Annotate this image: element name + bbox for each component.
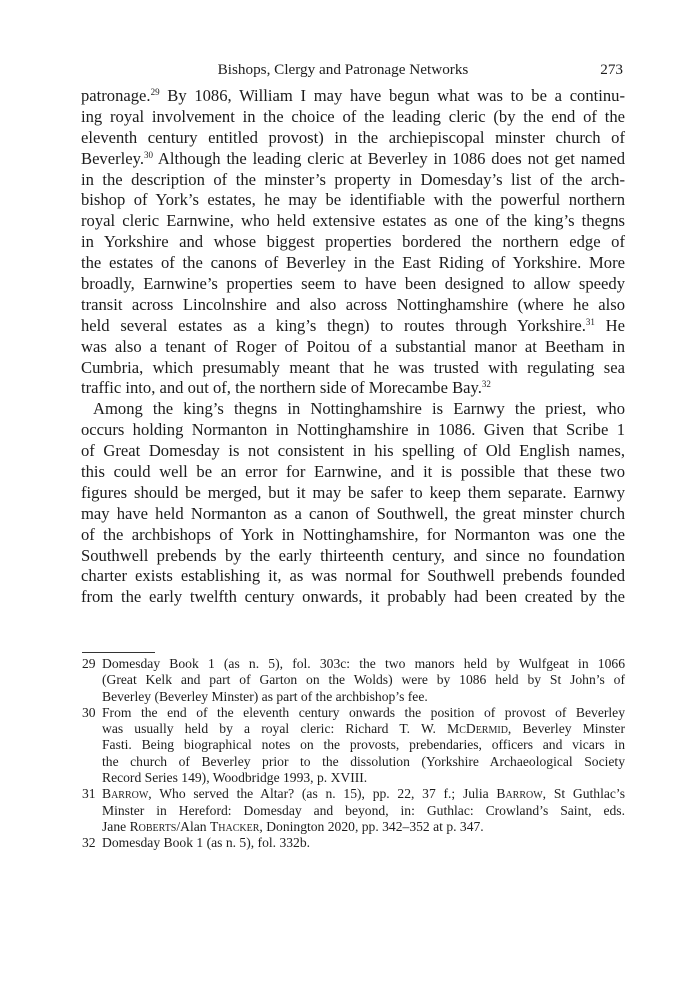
text-segment: traffic into, and out of, the northern side of Morecambe Bay. <box>81 378 482 398</box>
footnotes <box>81 656 625 852</box>
text-line: from the early twelfth century onwards, it probably had been created by the <box>81 587 625 607</box>
footnote-reference[interactable]: 32 <box>481 379 491 390</box>
footnote-line: Record Series 149), Woodbridge 1993, p. XVIII. <box>102 770 368 786</box>
text-line: this could well be an error for Earnwine, and it is possible that these two <box>81 462 625 482</box>
author-surname: McDermid <box>447 721 508 737</box>
footnote <box>81 705 625 786</box>
running-title: Bishops, Clergy and Patronage Networks <box>217 61 469 78</box>
footnote-number: 32 <box>82 835 96 851</box>
author-surname: Thacker <box>209 818 260 834</box>
footnote-line: Domesday Book 1 (as n. 5), fol. 332b. <box>102 835 311 851</box>
text-segment: held several estates as a king’s thegn) to routes through Yorkshire. <box>81 315 586 335</box>
text-line: transit across Lincolnshire and also across Nottinghamshire (where he also <box>81 294 625 314</box>
text-line: Southwell prebends by the early thirteenth century, and since no foundation <box>81 545 625 565</box>
footnote-line: Domesday Book 1 (as n. 5), fol. 303c: the two manors held by Wulfgeat in 1066 <box>102 656 625 671</box>
footnote-line: From the end of the eleventh century onwards the position of provost of Beverley <box>102 704 625 720</box>
running-header <box>81 60 625 80</box>
footnote <box>81 656 625 705</box>
footnote-number: 29 <box>82 656 96 671</box>
footnote-line: was usually held by a royal cleric: Richard T. W. McDermid, Beverley Minster <box>102 721 625 737</box>
author-surname: Barrow <box>496 786 543 802</box>
footnote-line: Beverley (Beverley Minster) as part of the archbishop’s fee. <box>102 688 428 704</box>
footnote-separator <box>82 652 155 653</box>
text-line: bishop of York’s estates, he may be identifiable with the powerful northern <box>81 190 625 210</box>
author-surname: Barrow <box>102 786 149 802</box>
text-line: in the description of the minster’s property in Domesday’s list of the arch- <box>81 169 625 189</box>
text-line: royal cleric Earnwine, who held extensive estates as one of the king’s thegns <box>81 211 625 231</box>
main-text <box>81 86 625 608</box>
footnote-line: Barrow, Who served the Altar? (as n. 15), pp. 22, 37 f.; Julia Barrow, St Guthlac’s <box>102 786 625 802</box>
text-line <box>81 316 625 337</box>
footnote <box>81 786 625 835</box>
footnote-line: Minster in Hereford: Domesday and beyond, in: Guthlac: Crowland’s Saint, eds. <box>102 802 625 818</box>
text-segment: Beverley. <box>81 148 144 168</box>
text-line <box>81 378 625 399</box>
text-line: Among the king’s thegns in Nottinghamshire is Earnwy the priest, who <box>93 399 625 419</box>
footnote-reference[interactable]: 31 <box>585 316 595 327</box>
text-segment: He <box>594 315 626 335</box>
text-line: of Great Domesday is not consistent in his spelling of Old English names, <box>81 441 625 461</box>
text-line <box>81 86 625 107</box>
footnote-line: Fasti. Being biographical notes on the provosts, prebendaries, officers and vicars in <box>102 737 625 753</box>
footnote-number: 30 <box>82 704 96 720</box>
text-segment: Although the leading cleric at Beverley in 1086 does not get named <box>152 148 625 168</box>
text-segment: patronage. <box>81 86 151 105</box>
text-line: ing royal involvement in the choice of the leading cleric (by the end of the <box>81 106 625 126</box>
text-line: was also a tenant of Roger of Poitou of a substantial manor at Beetham in <box>81 336 625 356</box>
footnote-line: Jane Roberts/Alan Thacker, Donington 2020, pp. 342–352 at p. 347. <box>102 818 484 834</box>
text-line: may have held Normanton as a canon of Southwell, the great minster church <box>81 503 625 523</box>
footnote-line: (Great Kelk and part of Garton on the Wolds) were by 1086 held by St John’s of <box>102 672 625 688</box>
text-line: figures should be merged, but it may be safer to keep them separate. Earnwy <box>81 482 625 502</box>
text-segment: By 1086, William I may have begun what was to be a continu- <box>159 86 625 105</box>
footnote-number: 31 <box>82 786 96 802</box>
text-line: of the archbishops of York in Nottinghamshire, for Normanton was one the <box>81 524 625 544</box>
text-line: the estates of the canons of Beverley in the East Riding of Yorkshire. More <box>81 253 625 273</box>
text-line <box>81 149 625 170</box>
footnote-reference[interactable]: 30 <box>143 149 153 160</box>
footnote <box>81 835 625 851</box>
page-number: 273 <box>600 61 623 78</box>
text-line: charter exists establishing it, as was normal for Southwell prebends founded <box>81 566 625 586</box>
text-line: in Yorkshire and whose biggest properties bordered the northern edge of <box>81 232 625 252</box>
text-line: broadly, Earnwine’s properties seem to have been designed to allow speedy <box>81 274 625 294</box>
text-line: Cumbria, which presumably meant that he was trusted with regulating sea <box>81 357 625 377</box>
footnote-reference[interactable]: 29 <box>150 87 160 97</box>
text-line: occurs holding Normanton in Nottinghamshire in 1086. Given that Scribe 1 <box>81 420 625 440</box>
author-surname: Roberts <box>129 818 177 834</box>
footnote-line: the church of Beverley prior to the dissolution (Yorkshire Archaeological Society <box>102 753 625 769</box>
text-line: eleventh century entitled provost) in the archiepiscopal minster church of <box>81 127 625 147</box>
